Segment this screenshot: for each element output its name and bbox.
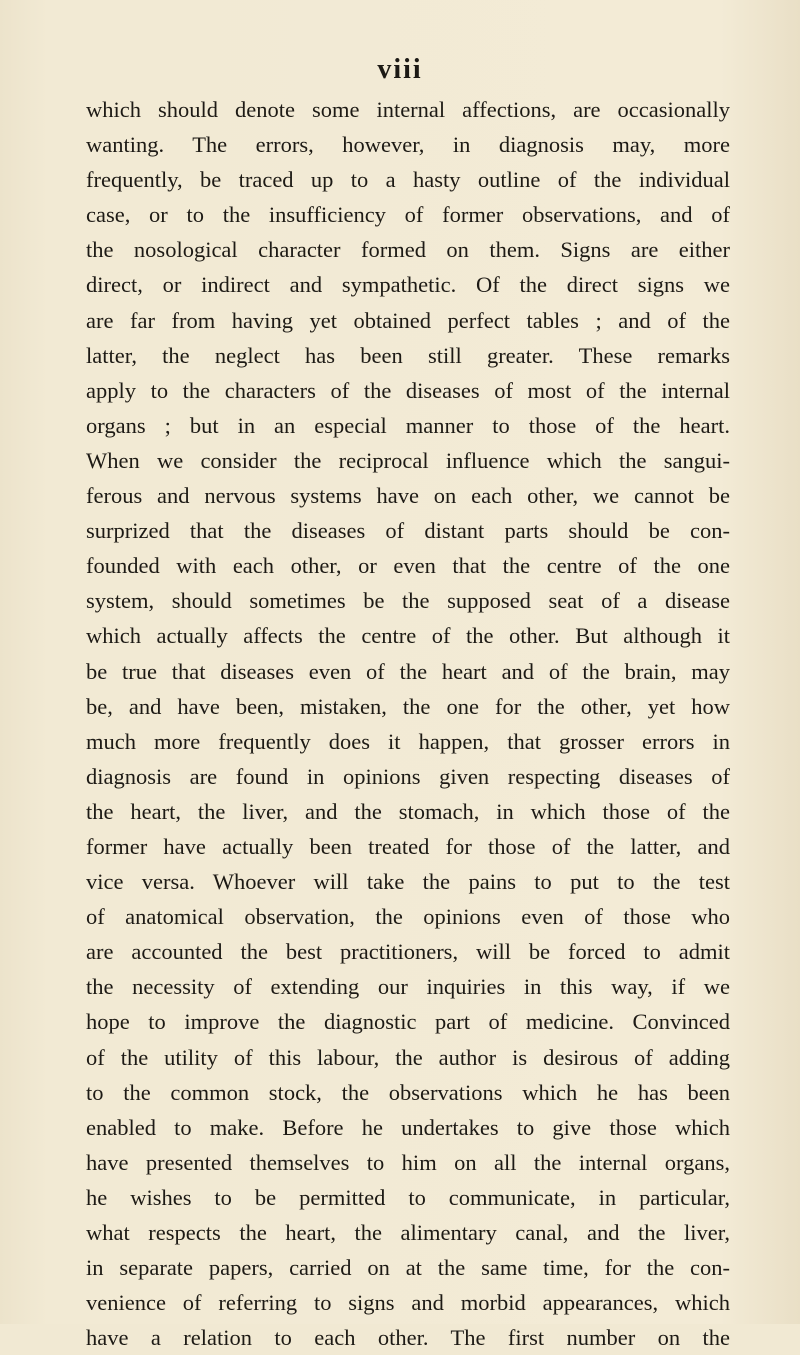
body-text (86, 92, 730, 1355)
text-line: which actually affects the centre of the other. But although it (86, 623, 730, 649)
page-number: viii (377, 54, 423, 85)
text-line: When we consider the reciprocal influence which the sangui- (86, 447, 730, 473)
text-line: in separate papers, carried on at the same time, for the con- (86, 1255, 730, 1281)
text-line: case, or to the insufficiency of former observations, and of (86, 202, 730, 228)
text-line: the necessity of extending our inquiries in this way, if we (86, 974, 730, 1000)
text-line: surprized that the diseases of distant parts should be con- (86, 518, 730, 544)
text-line: have presented themselves to him on all the internal organs, (86, 1149, 730, 1175)
text-line: vice versa. Whoever will take the pains to put to the test (86, 869, 730, 895)
text-line: are accounted the best practitioners, will be forced to admit (86, 939, 730, 965)
text-line: he wishes to be permitted to communicate, in particular, (86, 1184, 730, 1210)
text-line: former have actually been treated for those of the latter, and (86, 833, 730, 859)
text-line: latter, the neglect has been still greater. These remarks (86, 342, 730, 368)
text-line: the nosological character formed on them. Signs are either (86, 237, 730, 263)
text-line: much more frequently does it happen, that grosser errors in (86, 728, 730, 754)
text-line: enabled to make. Before he undertakes to give those which (86, 1114, 730, 1140)
text-line: venience of referring to signs and morbid appearances, which (86, 1290, 730, 1316)
text-line: system, should sometimes be the supposed seat of a disease (86, 588, 730, 614)
text-line: are far from having yet obtained perfect tables ; and of the (86, 307, 730, 333)
text-line: have a relation to each other. The first number on the (86, 1325, 730, 1351)
text-line: diagnosis are found in opinions given respecting diseases of (86, 763, 730, 789)
text-line: hope to improve the diagnostic part of medicine. Convinced (86, 1009, 730, 1035)
text-line: direct, or indirect and sympathetic. Of the direct signs we (86, 272, 730, 298)
text-line: organs ; but in an especial manner to those of the heart. (86, 412, 730, 438)
text-line: to the common stock, the observations which he has been (86, 1079, 730, 1105)
text-line: ferous and nervous systems have on each other, we cannot be (86, 483, 730, 509)
text-line: which should denote some internal affections, are occasionally (86, 97, 730, 122)
text-line: be true that diseases even of the heart and of the brain, may (86, 658, 730, 684)
text-line: be, and have been, mistaken, the one for the other, yet how (86, 693, 730, 719)
text-line: of the utility of this labour, the author is desirous of adding (86, 1044, 730, 1070)
text-line: apply to the characters of the diseases of most of the internal (86, 377, 730, 403)
text-line: frequently, be traced up to a hasty outline of the individual (86, 167, 730, 193)
text-line: wanting. The errors, however, in diagnosis may, more (86, 132, 730, 158)
text-line: of anatomical observation, the opinions even of those who (86, 904, 730, 930)
text-line: the heart, the liver, and the stomach, in which those of the (86, 798, 730, 824)
text-line: founded with each other, or even that the centre of the one (86, 553, 730, 579)
text-line: what respects the heart, the alimentary canal, and the liver, (86, 1220, 730, 1245)
